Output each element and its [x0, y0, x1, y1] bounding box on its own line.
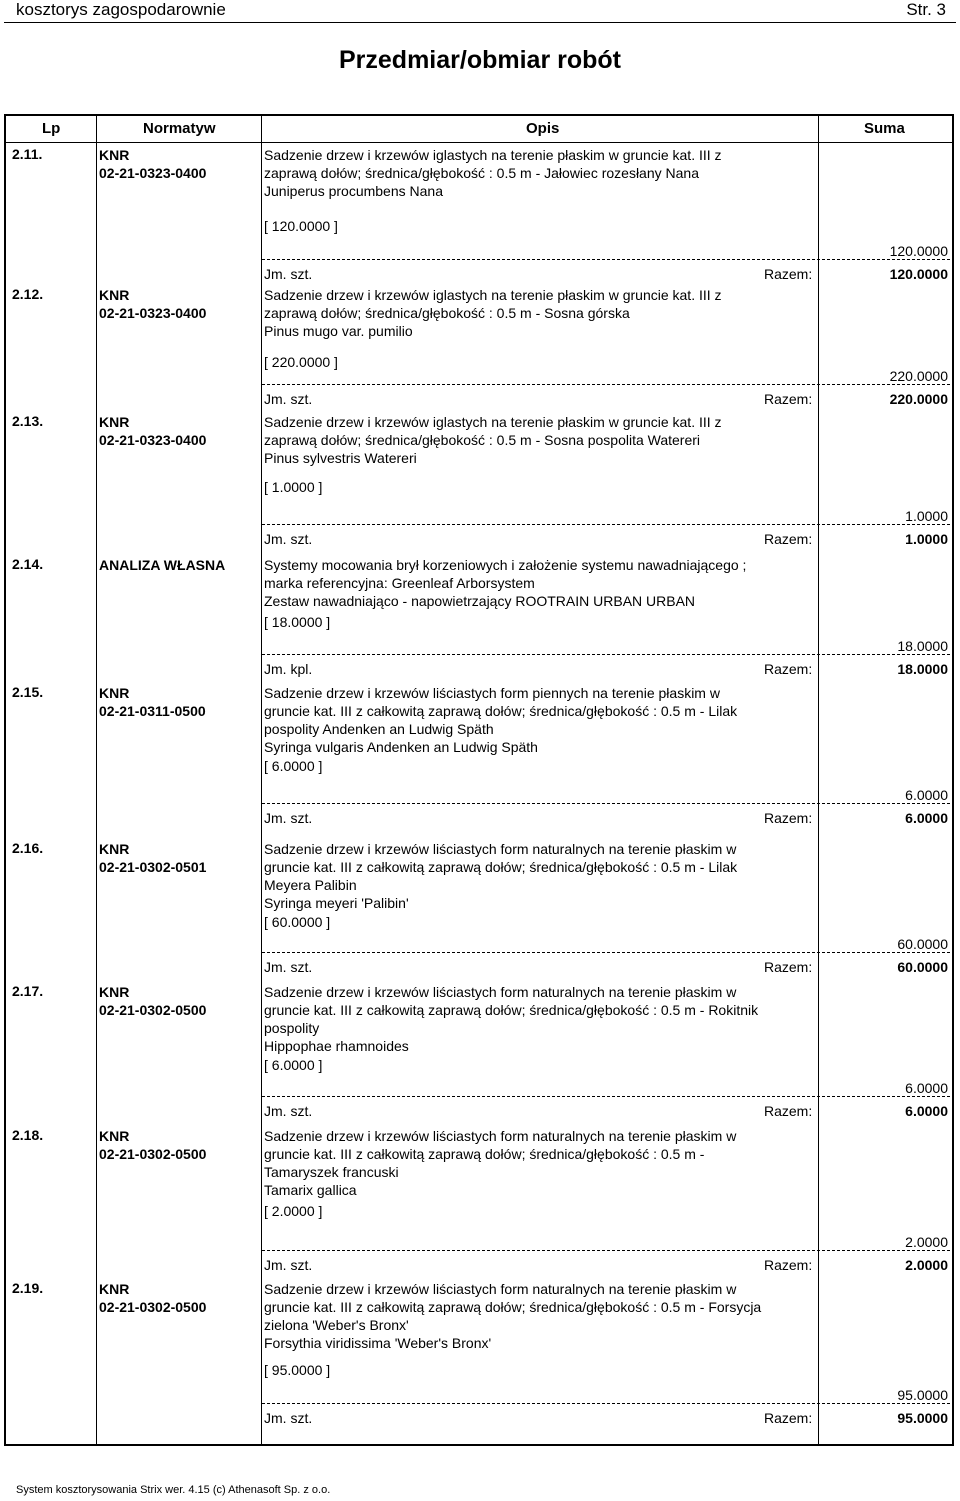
- description-line: pospolity Andenken an Ludwig Späth: [264, 721, 494, 737]
- calculation-expression: [ 2.0000 ]: [264, 1203, 323, 1219]
- total-label: Razem:: [764, 1410, 813, 1426]
- item-quantity: 1.0000: [905, 508, 948, 524]
- normatyw-source: KNR: [99, 1281, 130, 1297]
- normatyw-source: KNR: [99, 1128, 130, 1144]
- description-line: Systemy mocowania brył korzeniowych i założenie systemu nawadniającego ;: [264, 557, 747, 573]
- footer-text: System kosztorysowania Strix wer. 4.15 (c) Athenasoft Sp. z o.o.: [16, 1484, 331, 1496]
- total-value: 120.0000: [889, 266, 948, 282]
- total-label: Razem:: [764, 810, 813, 826]
- page-title: Przedmiar/obmiar robót: [339, 46, 621, 74]
- dashed-separator: [262, 259, 950, 260]
- item-description: [264, 556, 804, 610]
- normatyw-source: ANALIZA WŁASNA: [99, 557, 226, 573]
- total-label: Razem:: [764, 391, 813, 407]
- description-line: Zestaw nawadniająco - napowietrzający ROOTRAIN URBAN URBAN: [264, 593, 696, 609]
- description-line: Tamaryszek francuski: [264, 1164, 399, 1180]
- normatyw-source: KNR: [99, 984, 130, 1000]
- description-line: Juniperus procumbens Nana: [264, 183, 443, 199]
- unit-label: Jm. szt.: [264, 391, 313, 407]
- dashed-separator: [262, 952, 950, 953]
- item-quantity: 95.0000: [897, 1387, 948, 1403]
- total-label: Razem:: [764, 1257, 813, 1273]
- description-line: zielona 'Weber's Bronx': [264, 1317, 409, 1333]
- description-line: Syringa meyeri 'Palibin': [264, 895, 409, 911]
- column-header-lp: Lp: [42, 120, 61, 137]
- item-quantity: 120.0000: [889, 243, 948, 259]
- description-line: zaprawą dołów; średnica/głębokość : 0.5 m - Sosna pospolita Watereri: [264, 432, 701, 448]
- description-line: Sadzenie drzew i krzewów iglastych na terenie płaskim w gruncie kat. III z: [264, 147, 722, 163]
- normatyw-code: 02-21-0302-0500: [99, 1146, 207, 1162]
- unit-label: Jm. szt.: [264, 810, 313, 826]
- unit-label: Jm. szt.: [264, 1410, 313, 1426]
- item-description: [264, 1280, 804, 1352]
- table-header: [6, 116, 952, 143]
- total-label: Razem:: [764, 959, 813, 975]
- normatyw-source: KNR: [99, 147, 130, 163]
- item-number: 2.11.: [12, 146, 43, 162]
- item-number: 2.18.: [12, 1127, 44, 1143]
- item-quantity: 6.0000: [905, 1080, 948, 1096]
- normatyw-code: 02-21-0323-0400: [99, 305, 207, 321]
- description-line: Syringa vulgaris Andenken an Ludwig Späth: [264, 739, 538, 755]
- total-value: 95.0000: [897, 1410, 948, 1426]
- item-normatyw: [99, 684, 206, 720]
- description-line: zaprawą dołów; średnica/głębokość : 0.5 m - Sosna górska: [264, 305, 630, 321]
- item-normatyw: [99, 556, 225, 574]
- item-normatyw: [99, 146, 206, 182]
- description-line: zaprawą dołów; średnica/głębokość : 0.5 m - Jałowiec rozesłany Nana: [264, 165, 699, 181]
- description-line: Sadzenie drzew i krzewów iglastych na terenie płaskim w gruncie kat. III z: [264, 414, 722, 430]
- total-value: 1.0000: [905, 531, 948, 547]
- total-value: 60.0000: [897, 959, 948, 975]
- item-normatyw: [99, 1280, 206, 1316]
- item-normatyw: [99, 983, 206, 1019]
- calculation-expression: [ 6.0000 ]: [264, 758, 323, 774]
- total-label: Razem:: [764, 1103, 813, 1119]
- calculation-expression: [ 6.0000 ]: [264, 1057, 323, 1073]
- description-line: Sadzenie drzew i krzewów liściastych form naturalnych na terenie płaskim w: [264, 841, 737, 857]
- total-value: 18.0000: [897, 661, 948, 677]
- item-description: [264, 840, 804, 912]
- item-normatyw: [99, 840, 206, 876]
- column-header-normatyw: Normatyw: [143, 120, 216, 137]
- unit-label: Jm. szt.: [264, 1103, 313, 1119]
- description-line: gruncie kat. III z całkowitą zaprawą dołów; średnica/głębokość : 0.5 m - Forsycja: [264, 1299, 762, 1315]
- item-description: [264, 983, 804, 1055]
- item-quantity: 2.0000: [905, 1234, 948, 1250]
- cost-estimate-table: [4, 114, 954, 1446]
- dashed-separator: [262, 803, 950, 804]
- item-number: 2.17.: [12, 983, 44, 999]
- calculation-expression: [ 95.0000 ]: [264, 1362, 331, 1378]
- calculation-expression: [ 1.0000 ]: [264, 479, 323, 495]
- dashed-separator: [262, 1096, 950, 1097]
- item-normatyw: [99, 286, 206, 322]
- description-line: Sadzenie drzew i krzewów liściastych form piennych na terenie płaskim w: [264, 685, 720, 701]
- description-line: Pinus sylvestris Watereri: [264, 450, 417, 466]
- column-divider: [96, 116, 97, 1444]
- normatyw-code: 02-21-0323-0400: [99, 165, 207, 181]
- unit-label: Jm. szt.: [264, 531, 313, 547]
- description-line: Sadzenie drzew i krzewów liściastych form naturalnych na terenie płaskim w: [264, 1128, 737, 1144]
- normatyw-source: KNR: [99, 414, 130, 430]
- total-label: Razem:: [764, 266, 813, 282]
- column-divider: [261, 116, 262, 1444]
- description-line: Hippophae rhamnoides: [264, 1038, 409, 1054]
- dashed-separator: [262, 654, 950, 655]
- description-line: gruncie kat. III z całkowitą zaprawą dołów; średnica/głębokość : 0.5 m - Lilak: [264, 703, 738, 719]
- item-quantity: 220.0000: [889, 368, 948, 384]
- unit-label: Jm. szt.: [264, 1257, 313, 1273]
- description-line: Tamarix gallica: [264, 1182, 357, 1198]
- normatyw-code: 02-21-0311-0500: [99, 703, 206, 719]
- description-line: marka referencyjna: Greenleaf Arborsystem: [264, 575, 535, 591]
- description-line: Pinus mugo var. pumilio: [264, 323, 413, 339]
- total-value: 2.0000: [905, 1257, 948, 1273]
- document-header-title: kosztorys zagospodarownie: [16, 0, 226, 19]
- item-description: [264, 286, 804, 340]
- normatyw-code: 02-21-0302-0501: [99, 859, 207, 875]
- item-normatyw: [99, 1127, 206, 1163]
- column-divider: [818, 116, 819, 1444]
- calculation-expression: [ 60.0000 ]: [264, 914, 331, 930]
- normatyw-source: KNR: [99, 685, 130, 701]
- normatyw-source: KNR: [99, 841, 130, 857]
- description-line: Sadzenie drzew i krzewów liściastych form naturalnych na terenie płaskim w: [264, 1281, 737, 1297]
- dashed-separator: [262, 1403, 950, 1404]
- unit-label: Jm. kpl.: [264, 661, 313, 677]
- header-divider: [4, 22, 956, 23]
- dashed-separator: [262, 524, 950, 525]
- description-line: Meyera Palibin: [264, 877, 357, 893]
- item-number: 2.13.: [12, 413, 44, 429]
- total-value: 6.0000: [905, 1103, 948, 1119]
- item-number: 2.19.: [12, 1280, 44, 1296]
- calculation-expression: [ 18.0000 ]: [264, 614, 331, 630]
- item-number: 2.15.: [12, 684, 44, 700]
- unit-label: Jm. szt.: [264, 266, 313, 282]
- description-line: gruncie kat. III z całkowitą zaprawą dołów; średnica/głębokość : 0.5 m -: [264, 1146, 705, 1162]
- total-label: Razem:: [764, 531, 813, 547]
- total-value: 220.0000: [889, 391, 948, 407]
- dashed-separator: [262, 384, 950, 385]
- description-line: gruncie kat. III z całkowitą zaprawą dołów; średnica/głębokość : 0.5 m - Lilak: [264, 859, 738, 875]
- normatyw-code: 02-21-0302-0500: [99, 1299, 207, 1315]
- calculation-expression: [ 120.0000 ]: [264, 218, 338, 234]
- calculation-expression: [ 220.0000 ]: [264, 354, 338, 370]
- normatyw-code: 02-21-0302-0500: [99, 1002, 207, 1018]
- item-description: [264, 1127, 804, 1199]
- item-description: [264, 146, 804, 200]
- description-line: pospolity: [264, 1020, 320, 1036]
- item-description: [264, 413, 804, 467]
- description-line: gruncie kat. III z całkowitą zaprawą dołów; średnica/głębokość : 0.5 m - Rokitnik: [264, 1002, 759, 1018]
- total-label: Razem:: [764, 661, 813, 677]
- item-number: 2.12.: [12, 286, 44, 302]
- item-description: [264, 684, 804, 756]
- description-line: Sadzenie drzew i krzewów iglastych na terenie płaskim w gruncie kat. III z: [264, 287, 722, 303]
- item-quantity: 60.0000: [897, 936, 948, 952]
- item-normatyw: [99, 413, 206, 449]
- item-number: 2.14.: [12, 556, 44, 572]
- column-header-suma: Suma: [864, 120, 905, 137]
- item-number: 2.16.: [12, 840, 44, 856]
- item-quantity: 18.0000: [897, 638, 948, 654]
- total-value: 6.0000: [905, 810, 948, 826]
- unit-label: Jm. szt.: [264, 959, 313, 975]
- dashed-separator: [262, 1250, 950, 1251]
- normatyw-code: 02-21-0323-0400: [99, 432, 207, 448]
- column-header-opis: Opis: [526, 120, 560, 137]
- description-line: Sadzenie drzew i krzewów liściastych form naturalnych na terenie płaskim w: [264, 984, 737, 1000]
- normatyw-source: KNR: [99, 287, 130, 303]
- description-line: Forsythia viridissima 'Weber's Bronx': [264, 1335, 492, 1351]
- page-number: Str. 3: [906, 0, 946, 19]
- item-quantity: 6.0000: [905, 787, 948, 803]
